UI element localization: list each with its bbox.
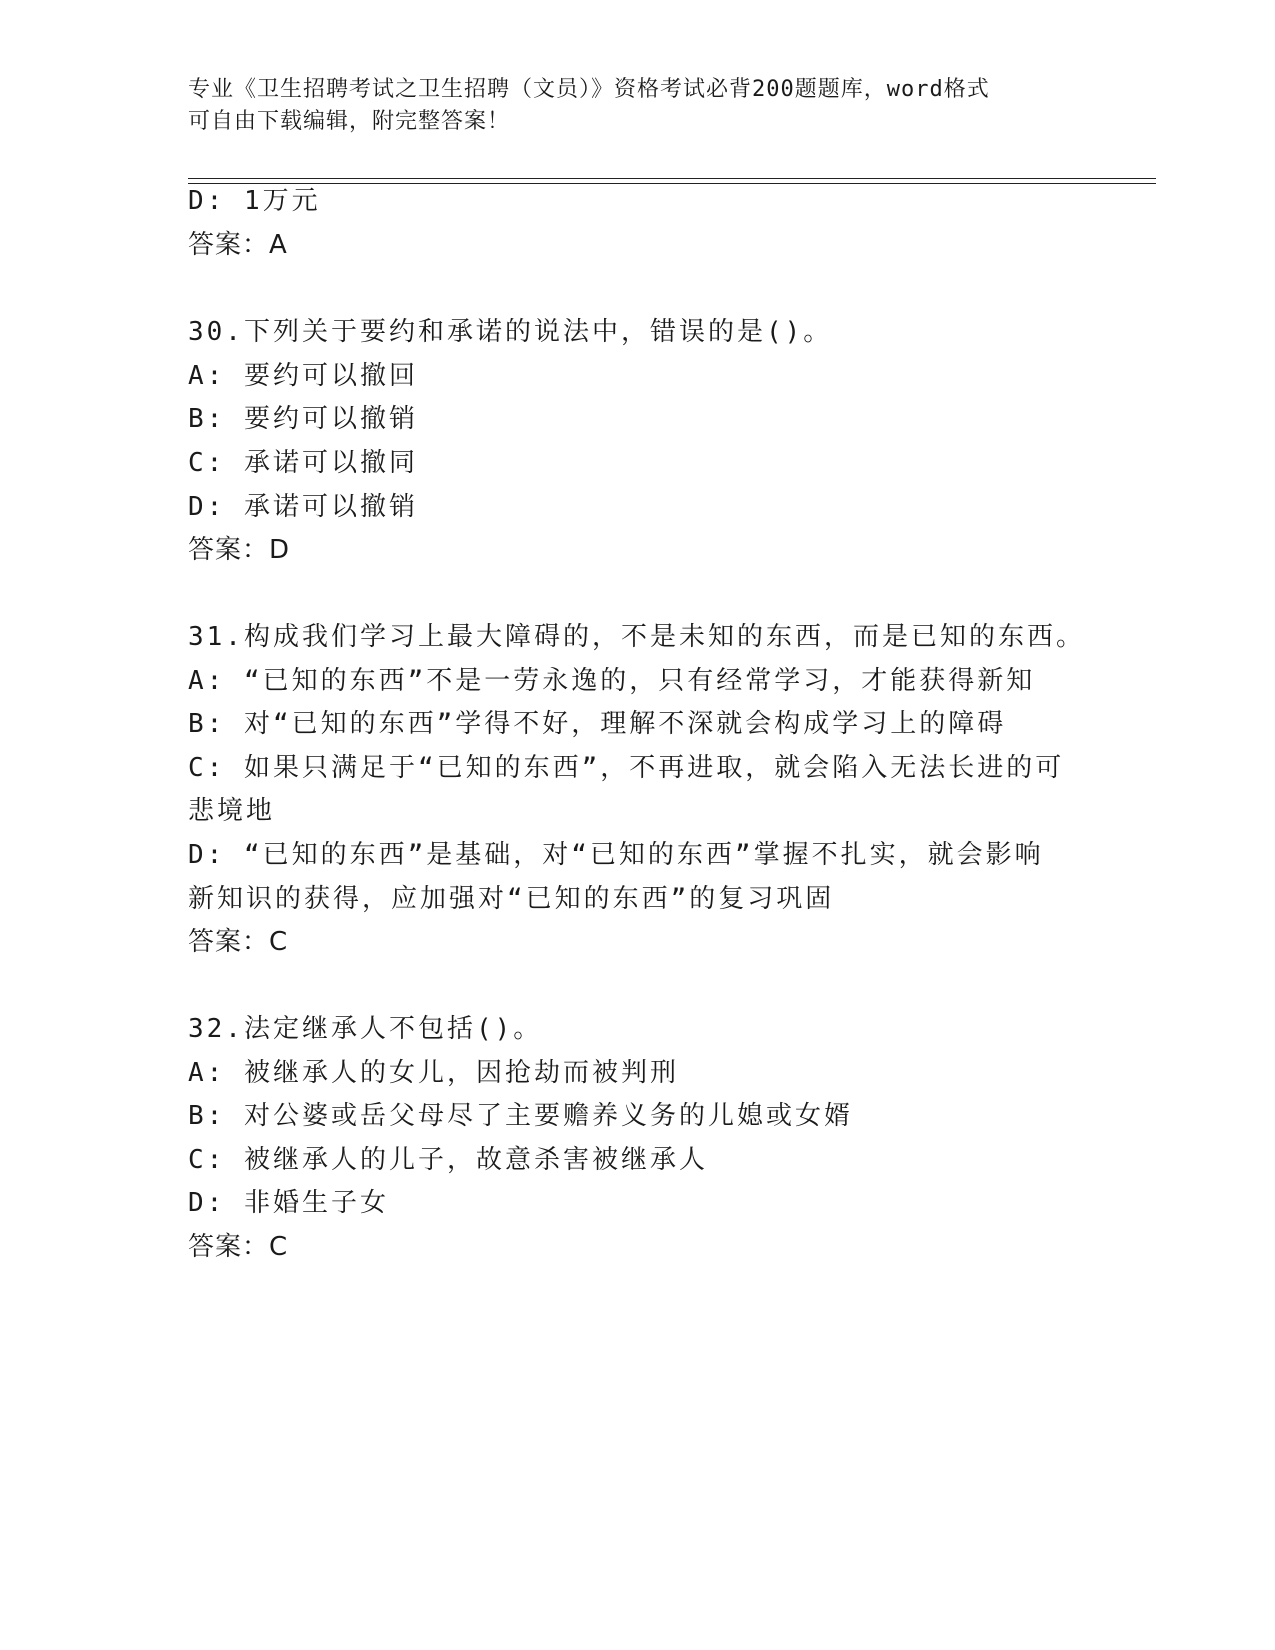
- q32-answer: 答案：C: [188, 1232, 289, 1262]
- q30-option-d: D: 承诺可以撤销: [188, 492, 418, 522]
- q32-option-b: B: 对公婆或岳父母尽了主要赡养义务的儿媳或女婿: [188, 1101, 853, 1131]
- q32-option-c: C: 被继承人的儿子，故意杀害被继承人: [188, 1145, 708, 1175]
- header-divider-top: [188, 178, 1156, 179]
- q31-answer: 答案：C: [188, 927, 289, 957]
- q29-answer: 答案：A: [188, 230, 288, 260]
- document-header: [188, 74, 1088, 138]
- q30-answer: 答案：D: [188, 535, 291, 565]
- q32-option-a: A: 被继承人的女儿，因抢劫而被判刑: [188, 1058, 679, 1088]
- q32-option-d: D: 非婚生子女: [188, 1188, 389, 1218]
- q30-option-c: C: 承诺可以撤同: [188, 448, 418, 478]
- q31-option-d-line-1: D: “已知的东西”是基础，对“已知的东西”掌握不扎实，就会影响: [188, 840, 1044, 870]
- q31-option-d-line-2: 新知识的获得，应加强对“已知的东西”的复习巩固: [188, 884, 835, 914]
- q31-option-c-line-2: 悲境地: [188, 796, 276, 826]
- q32-stem: 32.法定继承人不包括()。: [188, 1014, 543, 1044]
- q30-stem: 30.下列关于要约和承诺的说法中，错误的是()。: [188, 317, 833, 347]
- header-title-line-1: 专业《卫生招聘考试之卫生招聘（文员）》资格考试必背200题题库，word格式: [188, 77, 990, 102]
- q29-option-d: D: 1万元: [188, 186, 321, 216]
- q30-option-b: B: 要约可以撤销: [188, 404, 418, 434]
- q31-option-b: B: 对“已知的东西”学得不好，理解不深就会构成学习上的障碍: [188, 709, 1007, 739]
- q31-option-a: A: “已知的东西”不是一劳永逸的，只有经常学习，才能获得新知: [188, 666, 1036, 696]
- q30-option-a: A: 要约可以撤回: [188, 361, 418, 391]
- q31-option-c-line-1: C: 如果只满足于“已知的东西”，不再进取，就会陷入无法长进的可: [188, 753, 1065, 783]
- header-title-line-2: 可自由下载编辑，附完整答案！: [188, 109, 511, 134]
- q31-stem: 31.构成我们学习上最大障碍的，不是未知的东西，而是已知的东西。: [188, 622, 1085, 652]
- header-divider-bottom: [188, 183, 1156, 184]
